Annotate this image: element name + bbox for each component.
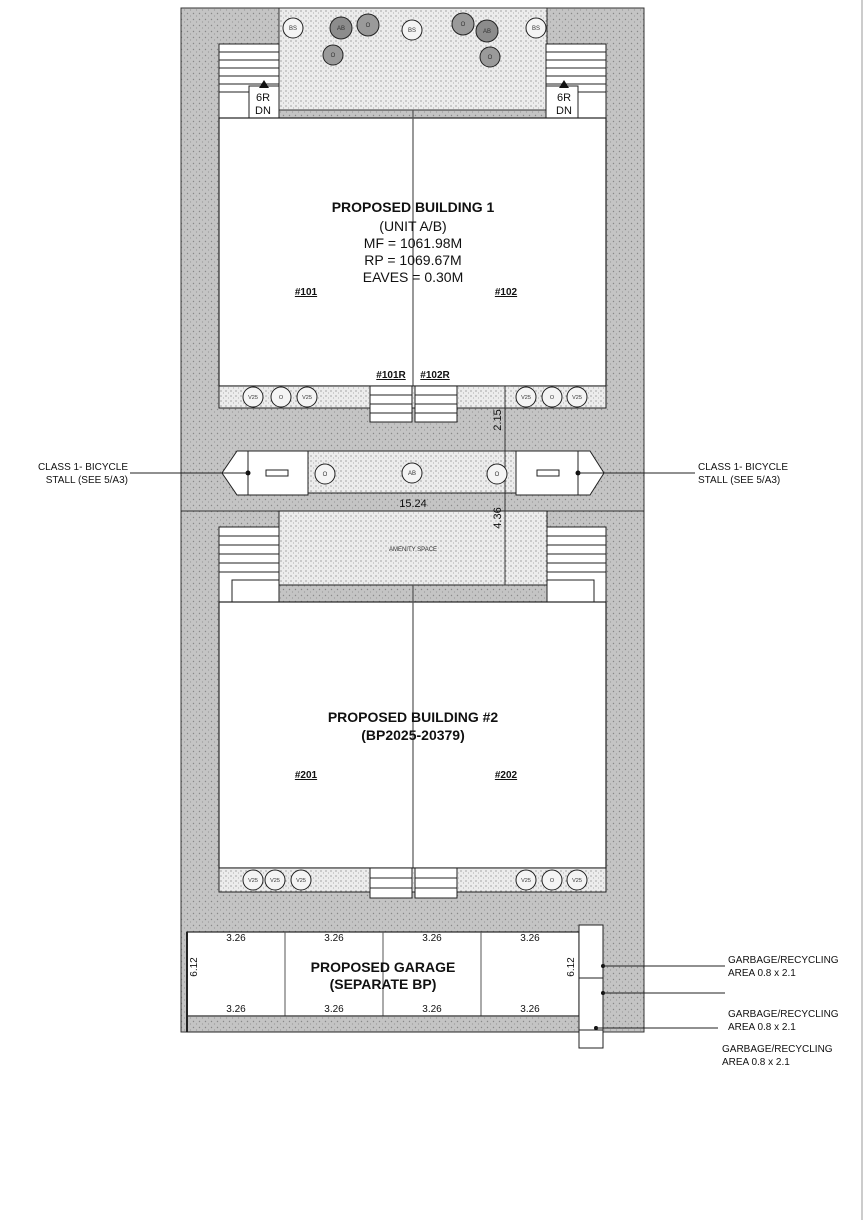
- svg-text:V25: V25: [270, 878, 280, 884]
- svg-text:V25: V25: [248, 878, 258, 884]
- garage-bay-top-3: 3.26: [422, 933, 442, 944]
- svg-text:O: O: [494, 472, 500, 478]
- stair-mid-left: [219, 527, 279, 602]
- svg-text:BS: BS: [288, 26, 298, 32]
- garage-bay-bottom-4: 3.26: [520, 1004, 540, 1015]
- garbage-note-3-line1: GARBAGE/RECYCLING: [722, 1044, 833, 1055]
- building-1-title: PROPOSED BUILDING 1: [331, 199, 495, 215]
- svg-text:BS: BS: [531, 26, 541, 32]
- building-1-eaves: EAVES = 0.30M: [362, 269, 464, 285]
- svg-text:AB: AB: [336, 26, 346, 32]
- stair-label-r-right: 6R: [556, 92, 572, 104]
- garage-title: PROPOSED GARAGE: [310, 959, 456, 975]
- svg-text:V25: V25: [572, 395, 582, 401]
- garage-bay-bottom-1: 3.26: [226, 1004, 246, 1015]
- stair-label-dn-right: DN: [556, 105, 572, 117]
- dimension-4-36: 4.36: [492, 507, 504, 529]
- svg-text:O: O: [487, 55, 493, 61]
- garbage-note-2-line2: AREA 0.8 x 2.1: [728, 1022, 796, 1033]
- garage-subtitle: (SEPARATE BP): [329, 976, 437, 992]
- stair-mid-right: [547, 527, 606, 602]
- svg-text:O: O: [549, 878, 555, 884]
- garbage-bins: [579, 925, 605, 1048]
- unit-202-label: #202: [494, 770, 518, 781]
- unit-201-label: #201: [294, 770, 318, 781]
- garage-bay-top-1: 3.26: [226, 933, 246, 944]
- svg-text:O: O: [365, 23, 371, 29]
- svg-text:V25: V25: [521, 878, 531, 884]
- svg-text:V25: V25: [296, 878, 306, 884]
- svg-text:BS: BS: [407, 28, 417, 34]
- garage-depth-right: 6.12: [566, 957, 577, 977]
- garbage-note-1-line1: GARBAGE/RECYCLING: [728, 955, 839, 966]
- garage-depth-left: 6.12: [189, 957, 200, 977]
- garage-bay-bottom-2: 3.26: [324, 1004, 344, 1015]
- stair-label-dn-left: DN: [255, 105, 271, 117]
- garage-bay-top-2: 3.26: [324, 933, 344, 944]
- bicycle-note-left-1: CLASS 1- BICYCLE: [37, 462, 128, 473]
- garage-bay-bottom-3: 3.26: [422, 1004, 442, 1015]
- unit-102-label: #102: [494, 287, 518, 298]
- svg-text:V25: V25: [248, 395, 258, 401]
- svg-text:V25: V25: [572, 878, 582, 884]
- svg-text:V25: V25: [302, 395, 312, 401]
- garbage-note-1-line2: AREA 0.8 x 2.1: [728, 968, 796, 979]
- building-2-permit: (BP2025-20379): [361, 727, 465, 743]
- unit-101-label: #101: [294, 287, 318, 298]
- unit-101r-label: #101R: [376, 370, 406, 381]
- landscape-courtyard: [279, 451, 516, 493]
- building-2-title: PROPOSED BUILDING #2: [327, 709, 499, 725]
- svg-text:O: O: [460, 22, 466, 28]
- bicycle-note-left-2: STALL (SEE 5/A3): [45, 475, 128, 486]
- svg-text:O: O: [278, 395, 284, 401]
- svg-text:O: O: [549, 395, 555, 401]
- svg-text:AB: AB: [482, 29, 492, 35]
- garbage-note-3-line2: AREA 0.8 x 2.1: [722, 1057, 790, 1068]
- garbage-note-2-line1: GARBAGE/RECYCLING: [728, 1009, 839, 1020]
- garage-front-apron: [187, 1016, 579, 1032]
- building-1-mf: MF = 1061.98M: [363, 235, 463, 251]
- stair-top-right: [546, 44, 606, 118]
- bicycle-note-right-1: CLASS 1- BICYCLE: [698, 462, 789, 473]
- garage-bay-top-4: 3.26: [520, 933, 540, 944]
- unit-102r-label: #102R: [420, 370, 450, 381]
- svg-text:V25: V25: [521, 395, 531, 401]
- dimension-width: 15.24: [399, 498, 427, 510]
- svg-text:O: O: [330, 53, 336, 59]
- amenity-label: AMENITY SPACE: [388, 547, 438, 553]
- stair-label-r-left: 6R: [255, 92, 271, 104]
- svg-text:O: O: [322, 472, 328, 478]
- bicycle-note-right-2: STALL (SEE 5/A3): [698, 475, 781, 486]
- building-1-unit: (UNIT A/B): [379, 218, 447, 234]
- building-1-rp: RP = 1069.67M: [364, 252, 462, 268]
- svg-text:AB: AB: [407, 471, 417, 477]
- dimension-2-15: 2.15: [492, 409, 504, 431]
